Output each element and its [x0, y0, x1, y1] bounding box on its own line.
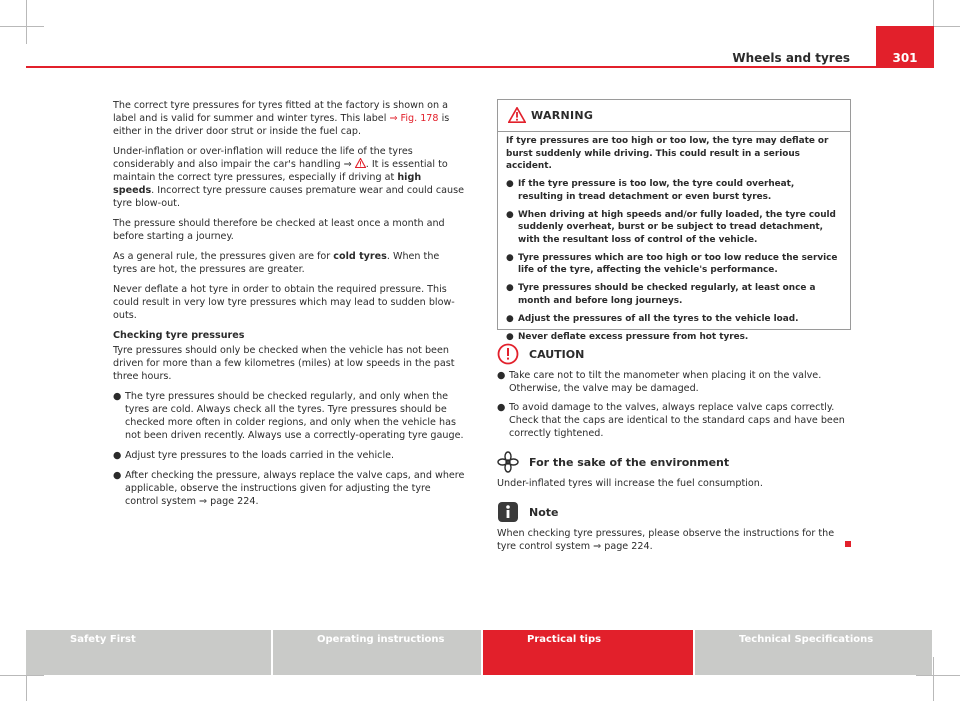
paragraph: The pressure should therefore be checked at least once a month and before starting a journey.: [113, 218, 445, 242]
caution-title: CAUTION: [529, 347, 585, 361]
header-rule: [26, 66, 934, 68]
warning-box: [497, 99, 851, 342]
warning-triangle-icon: [508, 107, 526, 123]
warning-triangle-icon[interactable]: [355, 158, 366, 168]
left-column: [113, 99, 465, 515]
tab-practical-tips[interactable]: Practical tips: [483, 630, 693, 675]
footer-nav: [26, 630, 934, 675]
list-item: ● Tyre pressures which are too high or too low reduce the service life of the tyre, affecting the vehicle's performance.: [506, 252, 838, 275]
list-item: ● Adjust the pressures of all the tyres to the vehicle load.: [506, 313, 799, 324]
section-heading: Checking tyre pressures: [113, 330, 245, 341]
page-title: Wheels and tyres: [732, 51, 850, 65]
paragraph: Never deflate a hot tyre in order to obtain the required pressure. This could result in very low tyre pressures which may lead to sudden blow-outs.: [113, 284, 455, 321]
note-header: [497, 501, 851, 523]
environment-section: [497, 451, 851, 496]
list-item: ● Tyre pressures should be checked regularly, at least once a month and before long journeys.: [506, 283, 816, 306]
list-item: ● Never deflate excess pressure from hot tyres.: [506, 331, 749, 342]
tab-technical-specifications[interactable]: Technical Specifications: [695, 630, 932, 675]
warning-header: [498, 100, 850, 132]
crop-mark: [0, 26, 44, 27]
caution-section: [497, 343, 851, 446]
tab-safety-first[interactable]: Safety First: [26, 630, 271, 675]
paragraph: The correct tyre pressures for tyres fitted at the factory is shown on a label and is valid for summer and winter tyres. This label ⇒ Fig. 178 is either in the driver door strut or inside the fuel cap.: [113, 100, 450, 137]
paragraph: Under-inflation or over-inflation will reduce the life of the tyres considerably and also impair the car's handling ⇒ . It is essential to maintain the correct tyre pressures, especially if driving at high speeds. Incorrect tyre pressure causes premature wear and could cause tyre blow-out.: [113, 146, 464, 209]
environment-title: For the sake of the environment: [529, 455, 730, 469]
crop-mark: [26, 0, 27, 44]
crop-mark: [0, 675, 44, 676]
list-item: ● If the tyre pressure is too low, the tyre could overheat, resulting in tread detachment or even burst tyres.: [506, 179, 795, 202]
note-section: [497, 501, 851, 559]
list-item: ● To avoid damage to the valves, always replace valve caps correctly. Check that the caps are identical to the standard caps and have been correctly tightened.: [497, 402, 845, 439]
list-item: ● After checking the pressure, always replace the valve caps, and where applicable, observe the instructions given for adjusting the tyre control system ⇒ page 224.: [113, 470, 465, 507]
environment-header: [497, 451, 851, 473]
list-item: ● Take care not to tilt the manometer when placing it on the valve. Otherwise, the valve may be damaged.: [497, 370, 822, 394]
note-title: Note: [529, 505, 559, 519]
caution-icon: [497, 343, 519, 365]
paragraph: As a general rule, the pressures given are for cold tyres. When the tyres are hot, the pressures are greater.: [113, 251, 440, 275]
paragraph: Tyre pressures should only be checked when the vehicle has not been driven for more than a few kilometres (miles) at low speeds in the past three hours.: [113, 345, 455, 382]
figure-link[interactable]: ⇒ Fig. 178: [389, 113, 439, 124]
caution-header: [497, 343, 851, 365]
paragraph: When checking tyre pressures, please observe the instructions for the tyre control system ⇒ page 224.: [497, 528, 835, 552]
warning-body: [498, 132, 850, 343]
warning-title: WARNING: [531, 109, 594, 122]
tab-operating-instructions[interactable]: Operating instructions: [273, 630, 481, 675]
info-icon: [497, 501, 519, 523]
crop-mark: [916, 675, 960, 676]
end-of-section-marker: [845, 541, 851, 547]
paragraph: Under-inflated tyres will increase the fuel consumption.: [497, 478, 763, 489]
list-item: ● The tyre pressures should be checked regularly, and only when the tyres are cold. Always check all the tyres. Tyre pressures should be checked more often in colder regions, and only when the vehicle has not been driven recently. Always use a correctly-operating tyre gauge.: [113, 391, 464, 441]
list-item: ● Adjust tyre pressures to the loads carried in the vehicle.: [113, 450, 395, 461]
warning-intro: If tyre pressures are too high or too low, the tyre may deflate or burst suddenly while driving. This could result in a serious accident.: [506, 136, 829, 171]
flower-icon: [497, 451, 519, 473]
page-number: 301: [892, 51, 918, 65]
list-item: ● When driving at high speeds and/or fully loaded, the tyre could suddenly overheat, burst or be subject to tread detachment, with the resultant loss of control of the vehicle.: [506, 209, 836, 245]
